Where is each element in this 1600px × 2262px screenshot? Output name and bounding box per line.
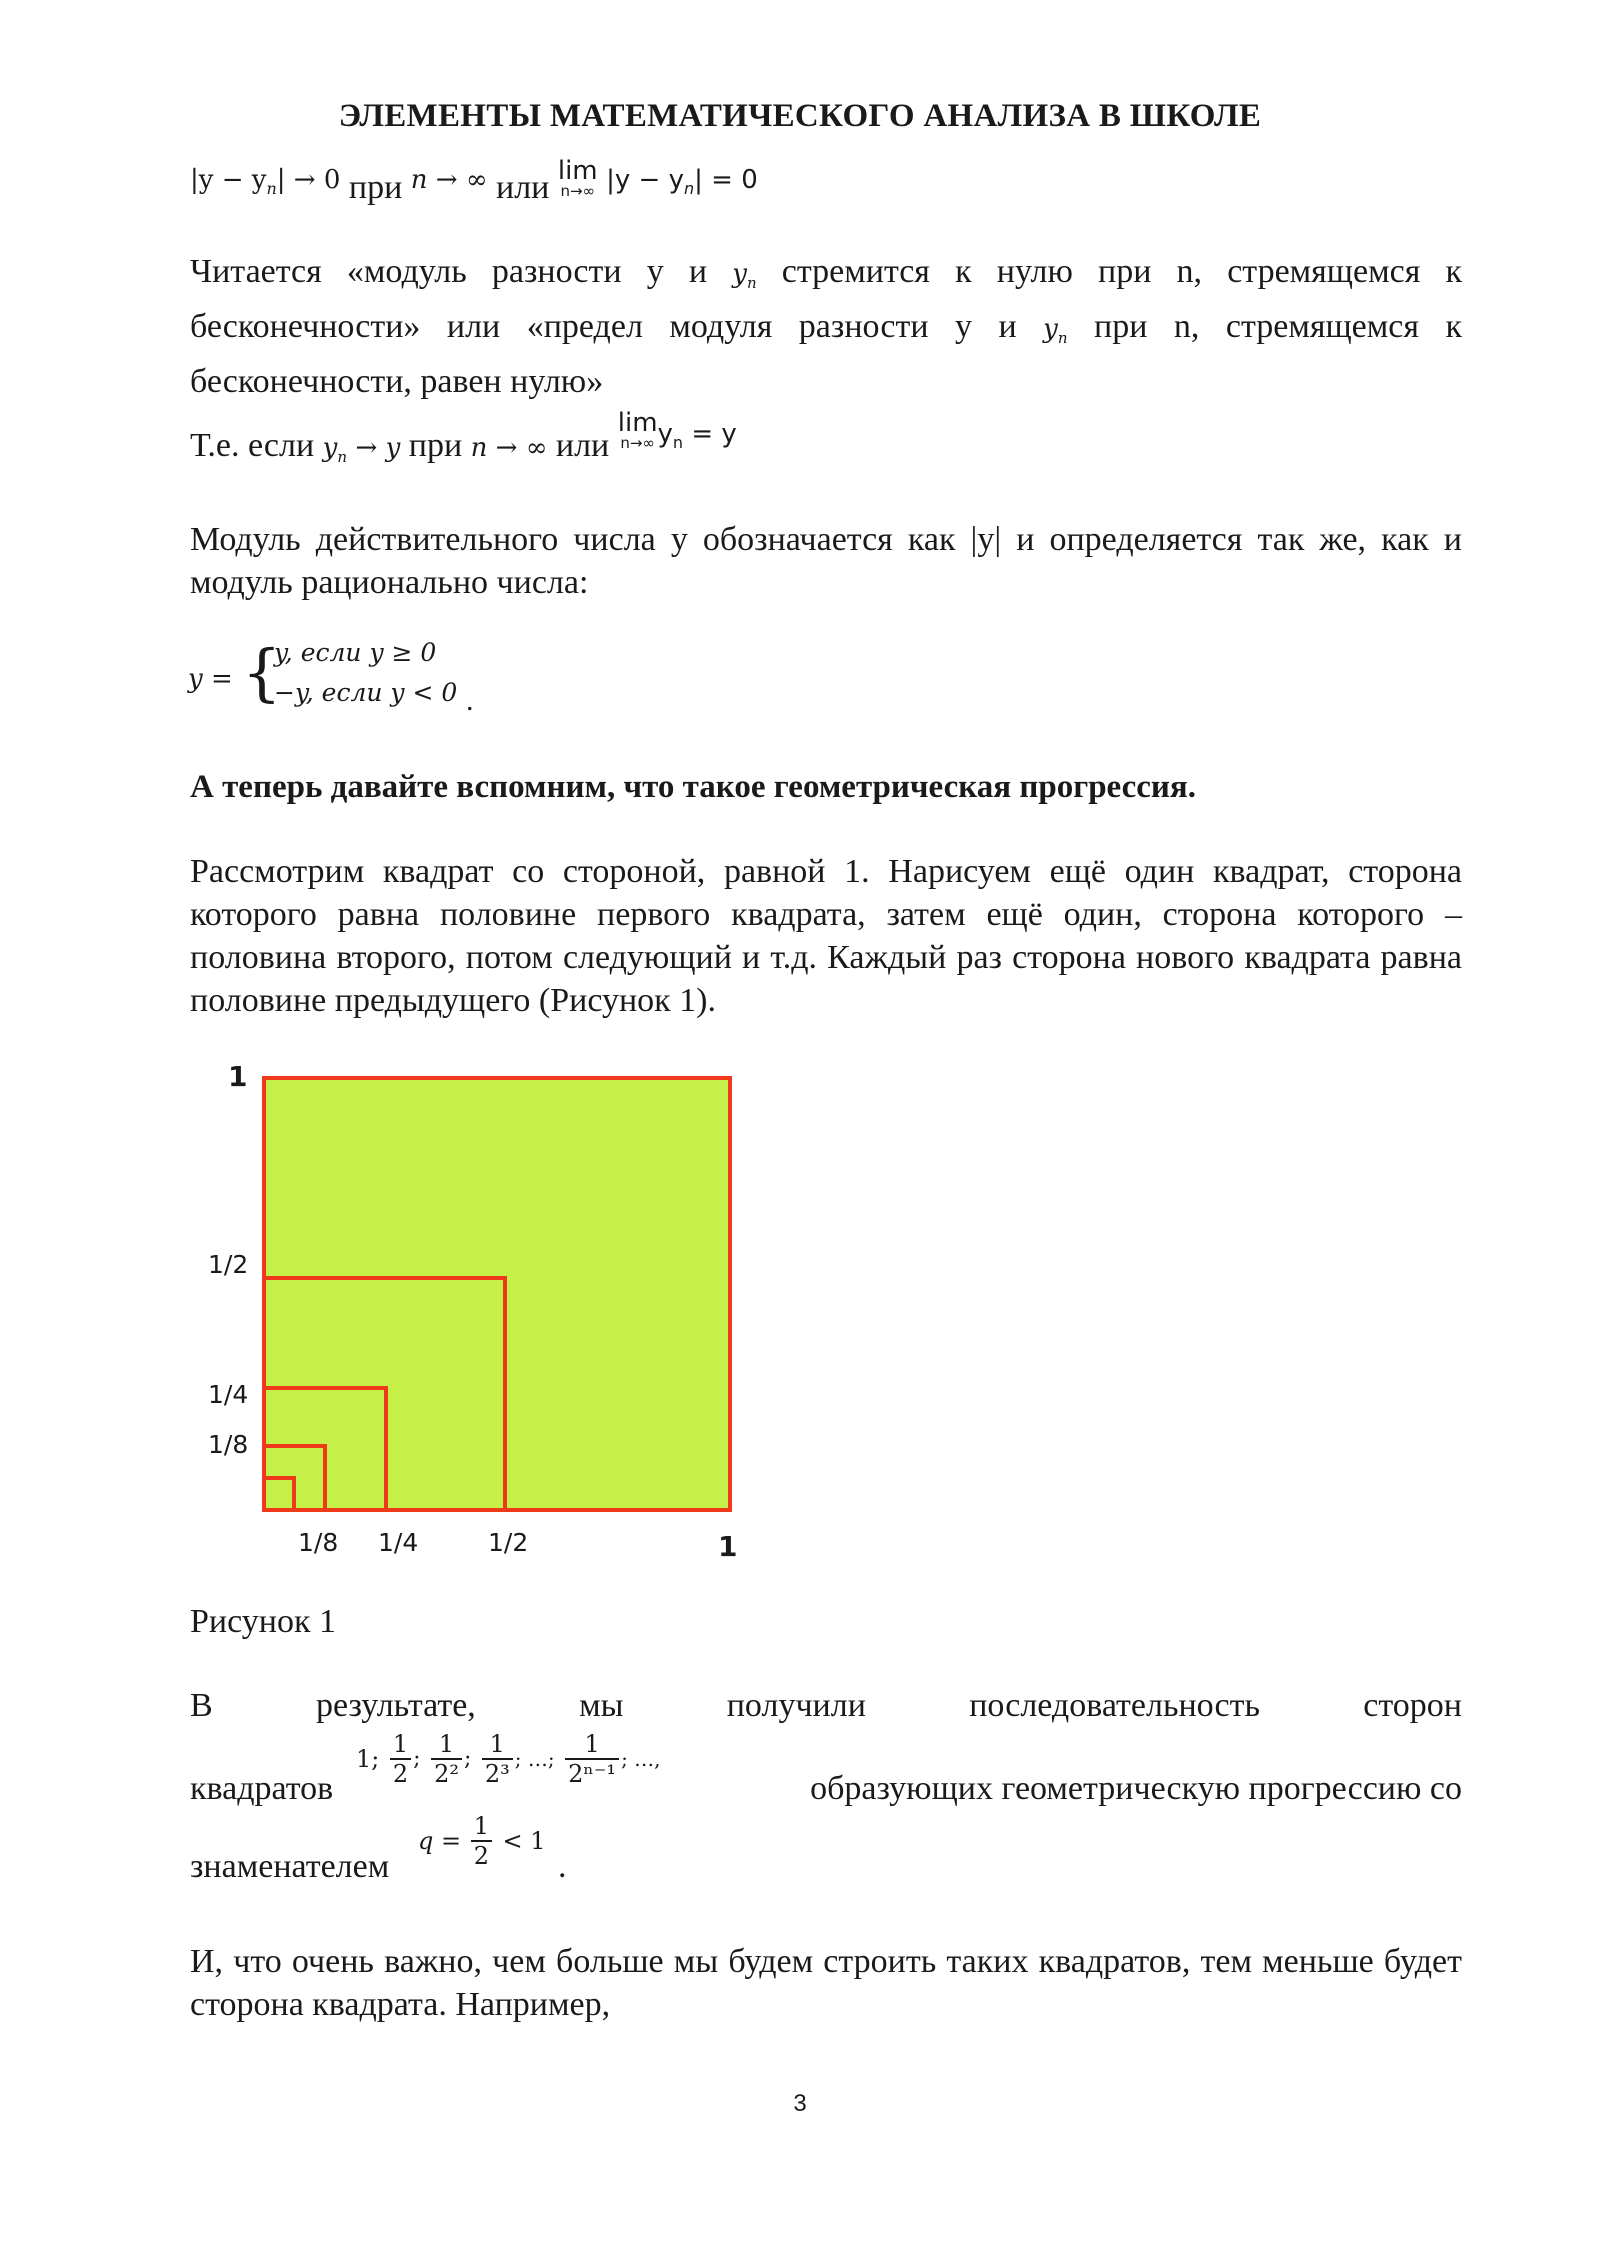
n-to-infinity: n → ∞ (470, 433, 548, 463)
result-line-3: знаменателем q = $\frac{1}{2}$ < 1 . (190, 1812, 567, 1885)
fraction: $\frac{1}{\text{2³}}$ (482, 1730, 513, 1788)
n-to-infinity: n → ∞ (410, 165, 488, 195)
fraction: $\frac{1}{\text{2ⁿ⁻¹}}$ (565, 1730, 619, 1788)
result-line-2: квадратов 1; $\frac{1}{2}$ ; $\frac{1}{\text{2²}}$ ; $\frac{1}{\text{2³}}$ ; …; $\frac{1}{\text{2ⁿ⁻¹}}$ ; …, образующих геометрическую прогрессию со (190, 1730, 1462, 1807)
fraction: $\frac{1}{2}$ (390, 1730, 411, 1788)
abs-difference-expr: $|y - y_n| \to 0$ (190, 165, 341, 199)
x-label-1-2: 1/2 (488, 1528, 529, 1557)
limit-operator: lim n→∞ (617, 408, 658, 452)
brace: { (242, 636, 282, 709)
y-label-1-2: 1/2 (208, 1250, 249, 1279)
ratio-formula: q = $\frac{1}{2}$ < 1 (418, 1812, 546, 1870)
paragraph-reading: Читается «модуль разности y и $y_n$ стремится к нулю при n, стремящемся к бесконечности» или «предел модуля разности y и $y_n$ при n, стремящемся к бесконечности, равен нулю» (190, 253, 1463, 401)
paragraph-final: И, что очень важно, чем больше мы будем строить таких квадратов, тем меньше будет сторона квадрата. Например, (190, 1943, 1462, 2023)
page-number: 3 (793, 2090, 807, 2117)
paragraph-that-is: Т.е. если $y_n \to y$ при n → ∞ или lim n→∞ $^{y_n = y}$ (190, 408, 737, 467)
paragraph-modulus: Модуль действительного числа y обозначается как |y| и определяется так же, как и модуль рационально числа: (190, 521, 1462, 601)
page-title: ЭЛЕМЕНТЫ МАТЕМАТИЧЕСКОГО АНАЛИЗА В ШКОЛЕ (338, 98, 1262, 134)
fraction: $\frac{1}{2}$ (471, 1812, 492, 1870)
formula-limit-line (190, 150, 1462, 210)
limit-expr: $|y - y_n| = 0$ (606, 165, 758, 199)
paragraph-squares: Рассмотрим квадрат со стороной, равной 1. Нарисуем ещё один квадрат, сторона которого равна половине первого квадрата, затем ещё один, сторона которого – половина второго, потом следующий и т.д. Каждый раз сторона нового квадрата равна половине предыдущего (Рисунок 1). (190, 853, 1462, 1019)
figure-nested-squares (200, 1060, 760, 1570)
word-ili: или (496, 169, 550, 206)
y-label-1-4: 1/4 (208, 1380, 249, 1409)
square-1-16 (262, 1476, 296, 1512)
piecewise-lhs: y = (188, 664, 233, 694)
result-line-1: В результате, мы получили последовательность сторон (190, 1687, 1462, 1724)
limit-operator: lim n→∞ (557, 156, 598, 200)
piecewise-case-1: y, если y ≥ 0 (274, 638, 437, 667)
piecewise-dot: . (466, 684, 474, 717)
word-pri: при (348, 169, 403, 206)
figure-caption: Рисунок 1 (190, 1603, 336, 1640)
y-label-1-8: 1/8 (208, 1430, 249, 1459)
y-n-symbol: $y_n$ (1043, 314, 1068, 348)
y-label-1: 1 (228, 1060, 248, 1093)
x-label-1: 1 (718, 1530, 738, 1563)
section-heading: А теперь давайте вспомним, что такое геометрическая прогрессия. (190, 769, 1197, 805)
piecewise-definition (188, 638, 588, 718)
sequence-formula: 1; $\frac{1}{2}$ ; $\frac{1}{\text{2²}}$ ; $\frac{1}{\text{2³}}$ ; …; $\frac{1}{\text{2ⁿ⁻¹}}$ ; …, (356, 1730, 661, 1788)
limit-expr: yn = y (657, 419, 737, 453)
arrow-y: → y (355, 433, 401, 463)
piecewise-case-2: −y, если y < 0 (274, 678, 458, 707)
y-n-symbol: $y_n$ (322, 433, 348, 467)
y-n-symbol: $y_n$ (732, 259, 757, 293)
x-label-1-8: 1/8 (298, 1528, 339, 1557)
fraction: $\frac{1}{\text{2²}}$ (431, 1730, 462, 1788)
x-label-1-4: 1/4 (378, 1528, 419, 1557)
